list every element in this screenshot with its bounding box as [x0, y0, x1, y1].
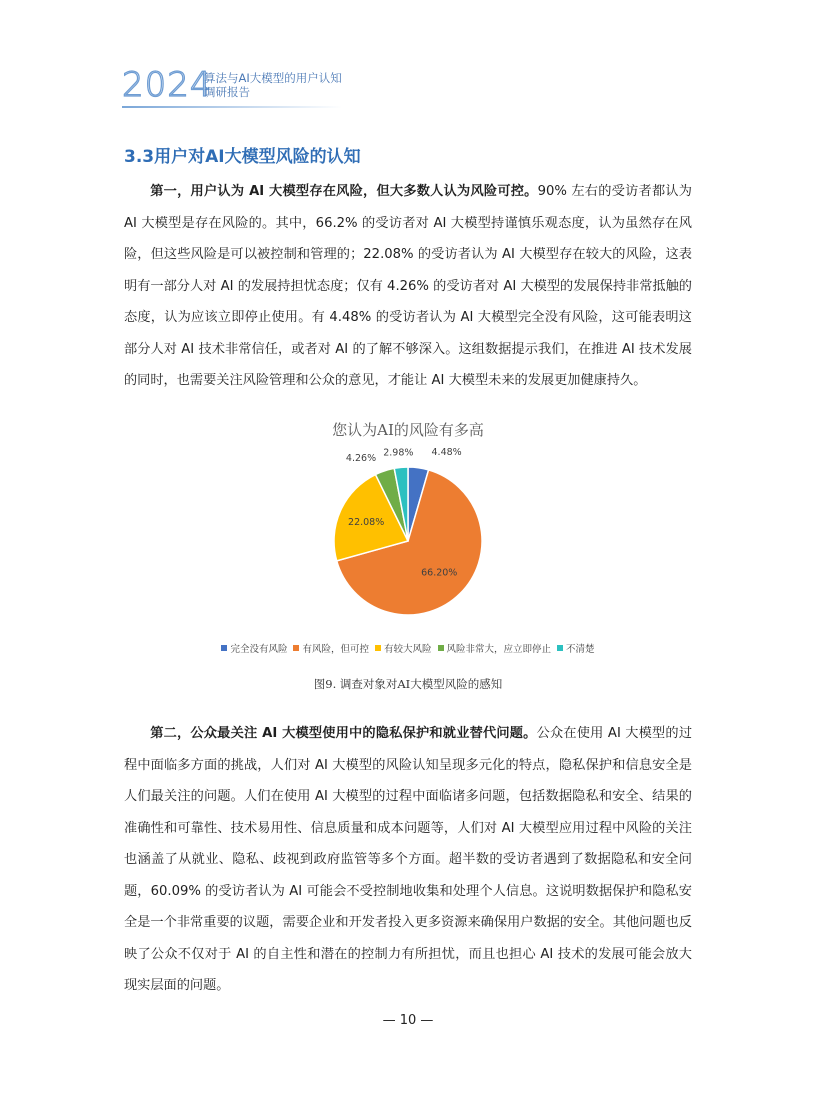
paragraph1-lead: 第一，用户认为 AI 大模型存在风险，但大多数人认为风险可控。 [150, 184, 538, 199]
legend-item-3 [375, 641, 432, 655]
paragraph-privacy-concerns [124, 718, 692, 1002]
header-divider [122, 106, 342, 108]
pie-slice-label-4: 4.26% [345, 453, 377, 465]
paragraph-risk-controllable [124, 176, 692, 397]
legend-label-1: 完全没有风险 [230, 644, 288, 655]
legend-item-5 [557, 641, 595, 655]
legend-swatch-1 [221, 645, 227, 651]
page-number: — 10 — [382, 1013, 434, 1028]
report-header [122, 66, 422, 110]
legend-label-2: 有风险，但可控 [302, 644, 369, 655]
legend-swatch-4 [438, 645, 444, 651]
legend-item-1 [221, 641, 287, 655]
chart-title: 您认为AI的风险有多高 [332, 421, 484, 439]
header-title-line2: 调研报告 [204, 85, 250, 99]
pie-slice-label-3: 22.08% [348, 517, 385, 529]
legend-swatch-2 [293, 645, 299, 651]
legend-label-4: 风险非常大，应立即停止 [446, 644, 552, 655]
legend-label-5: 不清楚 [566, 644, 595, 655]
legend-item-2 [293, 641, 369, 655]
figure-caption: 图9. 调查对象对AI大模型风险的感知 [313, 677, 503, 691]
chart-legend [0, 641, 816, 655]
section-title: 3.3用户对AI大模型风险的认知 [124, 147, 361, 167]
legend-label-3: 有较大风险 [383, 644, 432, 655]
header-year: 2024 [122, 65, 213, 105]
legend-swatch-3 [375, 645, 381, 651]
pie-slice-label-5: 2.98% [383, 447, 414, 459]
paragraph2-lead: 第二，公众最关注 AI 大模型使用中的隐私保护和就业替代问题。 [150, 726, 537, 741]
header-title-line1: 算法与AI大模型的用户认知 [204, 71, 342, 85]
paragraph2-body: 公众在使用 AI 大模型的过程中面临多方面的挑战，人们对 AI 大模型的风险认知呈现多元化的特点，隐私保护和信息安全是人们最关注的问题。人们在使用 AI 大模型的过程中面临诸多问题，包括数据隐私和安全、结果的准确性和可靠性、技术易用性、信息质量和成本问题等，人们对 AI 大模型应用过程中风险的关注也涵盖了从就业、隐私、歧视到政府监管等多个方面。超半数的受访者遇到了数据隐私和安全问题，60.09% 的受访者认为 AI 可能会不受控制地收集和处理个人信息。这说明数据保护和隐私安全是一个非常重要的议题，需要企业和开发者投入更多资源来确保用户数据的安全。其他问题也反映了公众不仅对于 AI 的自主性和潜在的控制力有所担忧，而且也担心 AI 技术的发展可能会放大现实层面的问题。 [124, 726, 693, 993]
pie-slice-label-1: 4.48% [431, 446, 462, 458]
pie-slice-label-2: 66.20% [421, 567, 458, 579]
legend-swatch-5 [557, 645, 563, 651]
pie-chart [300, 445, 516, 627]
paragraph1-body: 90% 左右的受访者都认为 AI 大模型是存在风险的。其中，66.2% 的受访者对 AI 大模型持谨慎乐观态度，认为虽然存在风险，但这些风险是可以被控制和管理的；22.08% 的受访者认为 AI 大模型存在较大的风险，这表明有一部分人对 AI 的发展持担忧态度；仅有 4.26% 的受访者对 AI 大模型的发展保持非常抵触的态度，认为应该立即停止使用。有 4.48% 的受访者认为 AI 大模型完全没有风险，这可能表明这部分人对 AI 技术非常信任，或者对 AI 的了解不够深入。这组数据提示我们，在推进 AI 技术发展的同时，也需要关注风险管理和公众的意见，才能让 AI 大模型未来的发展更加健康持久。 [124, 184, 692, 388]
legend-item-4 [438, 641, 552, 655]
